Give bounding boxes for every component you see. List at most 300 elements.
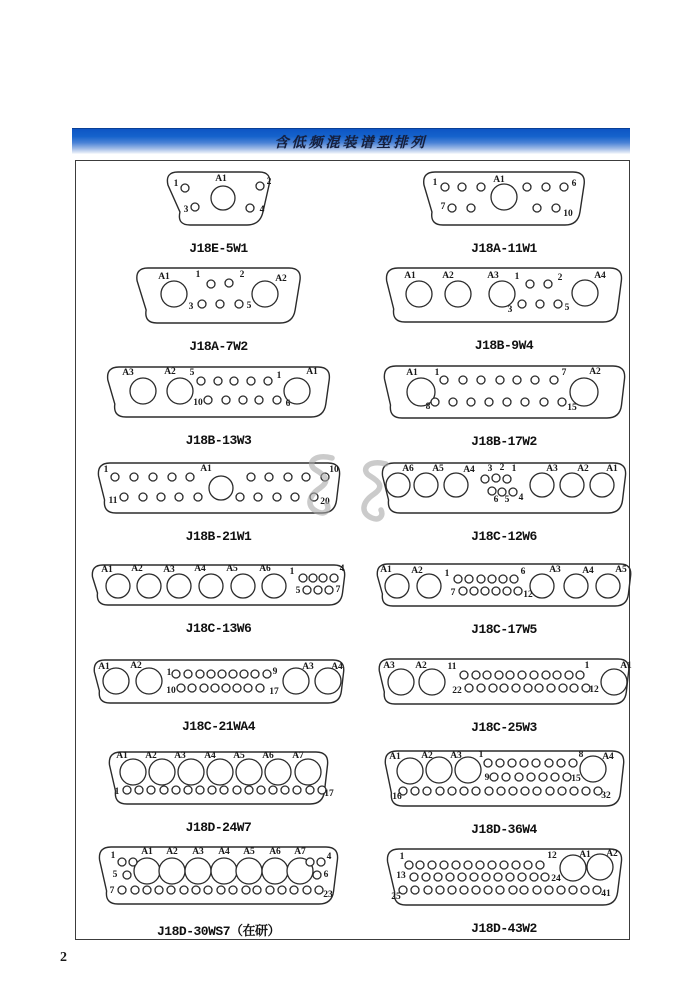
pin-label: 9 (484, 772, 489, 783)
pin-circle (266, 886, 274, 894)
pin-circle (518, 873, 526, 881)
pin-circle (155, 886, 163, 894)
coax-contact-circle (262, 574, 286, 598)
pin-circle (488, 861, 496, 869)
pin-circle (518, 671, 526, 679)
pin-label: 13 (395, 871, 406, 882)
pin-circle (544, 280, 552, 288)
pin-circle (220, 786, 228, 794)
pin-circle (494, 873, 502, 881)
coax-contact-circle (530, 574, 554, 598)
pin-label: 4 (326, 852, 332, 863)
pin-label: 5 (246, 301, 252, 312)
pin-circle (569, 759, 577, 767)
pin-circle (284, 473, 292, 481)
connector-diagram (368, 356, 641, 432)
pin-circle (470, 873, 478, 881)
pin-label: 5 (112, 870, 118, 881)
pin-circle (251, 670, 259, 678)
pin-circle (506, 873, 514, 881)
pin-circle (253, 886, 261, 894)
coax-contact-circle (236, 759, 262, 785)
coax-contact-circle (252, 281, 278, 307)
pin-label: 6 (493, 495, 499, 506)
pin-circle (302, 473, 310, 481)
pin-circle (135, 786, 143, 794)
pin-circle (147, 786, 155, 794)
pin-circle (552, 204, 560, 212)
pin-circle (489, 684, 497, 692)
connector-diagram (366, 453, 642, 527)
pin-circle (477, 684, 485, 692)
pin-circle (244, 684, 252, 692)
pin-label: 4 (339, 564, 345, 575)
pin-circle (111, 473, 119, 481)
pin-label: A3 (192, 847, 204, 858)
pin-label: 24 (550, 874, 561, 885)
pin-circle (520, 759, 528, 767)
pin-circle (207, 670, 215, 678)
pin-label: 15 (570, 773, 581, 784)
pin-label: A6 (262, 751, 274, 762)
pin-label: A3 (301, 662, 314, 673)
pin-label: 2 (499, 463, 505, 474)
pin-label: A1 (405, 368, 418, 379)
pin-circle (460, 886, 468, 894)
pin-circle (533, 787, 541, 795)
pin-circle (325, 586, 333, 594)
coax-contact-circle (489, 281, 515, 307)
pin-circle (576, 671, 584, 679)
pin-label: 10 (563, 209, 573, 220)
pin-label: A1 (606, 464, 618, 475)
pin-label: A5 (243, 847, 255, 858)
pin-circle (497, 787, 505, 795)
pin-circle (582, 787, 590, 795)
pin-circle (509, 488, 517, 496)
pin-label: A1 (97, 662, 110, 673)
coax-contact-circle (444, 473, 468, 497)
pin-circle (482, 873, 490, 881)
pin-circle (452, 861, 460, 869)
pin-label: 1 (289, 567, 295, 578)
pin-label: 10 (165, 686, 176, 697)
pin-circle (130, 473, 138, 481)
coax-contact-circle (199, 574, 223, 598)
pin-label: A1 (215, 174, 227, 185)
pin-circle (208, 786, 216, 794)
pin-circle (143, 886, 151, 894)
pin-label: 6 (285, 399, 291, 410)
pin-label: 7 (440, 202, 446, 213)
pin-circle (458, 873, 466, 881)
pin-label: A7 (292, 751, 304, 762)
pin-circle (431, 398, 439, 406)
pin-circle (477, 376, 485, 384)
connector-cell (361, 547, 647, 644)
pin-circle (321, 473, 329, 481)
pin-label: 7 (561, 368, 566, 379)
pin-circle (218, 670, 226, 678)
connector-diagram (363, 649, 645, 718)
pin-circle (120, 493, 128, 501)
pin-label: A6 (269, 847, 281, 858)
pin-circle (515, 773, 523, 781)
pin-circle (535, 684, 543, 692)
coax-contact-circle (417, 574, 441, 598)
pin-label: 3 (507, 305, 513, 316)
pin-label: A2 (442, 271, 454, 282)
pin-circle (490, 773, 498, 781)
coax-contact-circle (419, 669, 445, 695)
pin-circle (242, 886, 250, 894)
pin-circle (217, 886, 225, 894)
coax-contact-circle (137, 574, 161, 598)
connector-label: J18C-25W3 (471, 720, 537, 736)
connector-cell (361, 837, 647, 939)
pin-label: 1 (584, 661, 590, 672)
pin-circle (172, 786, 180, 794)
connector-label: J18B-21W1 (185, 529, 252, 545)
coax-contact-circle (207, 759, 233, 785)
coax-contact-circle (572, 280, 598, 306)
pin-label: 3 (487, 464, 493, 475)
coax-contact-circle (106, 574, 130, 598)
pin-circle (424, 886, 432, 894)
pin-circle (488, 575, 496, 583)
pin-label: 1 (514, 272, 520, 283)
pin-label: A2 (275, 274, 287, 285)
pin-label: A2 (164, 367, 176, 378)
pin-circle (527, 773, 535, 781)
pin-label: 2 (239, 270, 245, 281)
connector-diagram (361, 554, 647, 620)
coax-contact-circle (185, 858, 211, 884)
coax-contact-circle (397, 758, 423, 784)
pin-label: A2 (411, 566, 423, 577)
pin-circle (303, 586, 311, 594)
pin-circle (263, 670, 271, 678)
connector-diagram (76, 555, 361, 619)
pin-label: A4 (204, 751, 216, 762)
pin-label: 1 (511, 464, 517, 475)
pin-circle (310, 493, 318, 501)
pin-circle (291, 493, 299, 501)
pin-circle (256, 182, 264, 190)
connector-diagram (82, 453, 356, 527)
connector-cell (76, 740, 361, 837)
pin-label: 1 (478, 749, 483, 760)
pin-label: A2 (588, 367, 601, 378)
pin-label: A1 (388, 751, 401, 762)
connector-label: J18A-7W2 (189, 338, 248, 354)
pin-label: 20 (319, 497, 330, 508)
pin-circle (236, 493, 244, 501)
coax-contact-circle (262, 858, 288, 884)
pin-label: 1 (173, 179, 179, 190)
pin-circle (485, 787, 493, 795)
pin-circle (129, 858, 137, 866)
coax-contact-circle (211, 858, 237, 884)
pin-label: 7 (450, 588, 456, 599)
coax-contact-circle (388, 669, 414, 695)
pin-circle (483, 671, 491, 679)
pin-circle (502, 773, 510, 781)
coax-contact-circle (570, 378, 598, 406)
pin-circle (181, 184, 189, 192)
connector-label: J18C-21WA4 (181, 719, 255, 735)
pin-circle (448, 204, 456, 212)
pin-circle (470, 587, 478, 595)
pin-label: 10 (193, 398, 203, 409)
pin-label: A2 (166, 847, 178, 858)
pin-circle (472, 671, 480, 679)
pin-circle (436, 886, 444, 894)
coax-contact-circle (386, 473, 410, 497)
pin-circle (496, 886, 504, 894)
pin-label: A3 (487, 271, 499, 282)
pin-circle (569, 886, 577, 894)
pin-label: 3 (188, 302, 194, 313)
pin-circle (247, 377, 255, 385)
pin-circle (449, 398, 457, 406)
pin-circle (306, 786, 314, 794)
connector-label: J18D-30WS7（在研） (156, 923, 280, 939)
pin-circle (184, 786, 192, 794)
connector-cell (361, 258, 647, 355)
pin-circle (481, 475, 489, 483)
coax-contact-circle (590, 473, 614, 497)
pin-label: A1 (380, 565, 392, 576)
pin-circle (570, 787, 578, 795)
pin-circle (563, 773, 571, 781)
pin-circle (484, 759, 492, 767)
coax-contact-circle (491, 184, 517, 210)
pin-label: A1 (578, 850, 591, 861)
connector-cell (361, 451, 647, 548)
pin-circle (290, 886, 298, 894)
pin-label: 7 (109, 886, 115, 897)
coax-contact-circle (211, 186, 235, 210)
pin-label: A5 (432, 464, 444, 475)
pin-circle (509, 787, 517, 795)
pin-label: A2 (129, 661, 142, 672)
connector-cell (76, 837, 361, 939)
connector-diagram (371, 839, 638, 919)
pin-circle (545, 759, 553, 767)
pin-label: A2 (145, 751, 157, 762)
pin-circle (541, 873, 549, 881)
pin-circle (460, 671, 468, 679)
pin-label: A6 (259, 564, 271, 575)
pin-label: 11 (447, 662, 457, 673)
pin-circle (317, 858, 325, 866)
pin-circle (565, 671, 573, 679)
pin-circle (540, 398, 548, 406)
pin-label: 12 (523, 590, 533, 601)
pin-circle (526, 280, 534, 288)
pin-label: 16 (391, 791, 402, 802)
pin-circle (230, 377, 238, 385)
pin-circle (546, 787, 554, 795)
pin-circle (460, 787, 468, 795)
connector-label: J18A-11W1 (471, 241, 537, 257)
pin-circle (309, 574, 317, 582)
connector-cell (361, 644, 647, 741)
pin-label: 1 (444, 569, 450, 580)
pin-circle (118, 886, 126, 894)
pin-label: 6 (323, 870, 329, 881)
pin-circle (319, 574, 327, 582)
pin-circle (123, 786, 131, 794)
pin-circle (315, 886, 323, 894)
connector-diagram (150, 162, 287, 239)
pin-circle (454, 575, 462, 583)
pin-circle (551, 773, 559, 781)
pin-label: 5 (295, 586, 301, 597)
pin-label: 6 (520, 567, 526, 578)
pin-circle (123, 871, 131, 879)
pin-circle (222, 396, 230, 404)
pin-circle (523, 183, 531, 191)
pin-circle (559, 684, 567, 692)
pin-label: 23 (323, 890, 333, 901)
pin-circle (503, 398, 511, 406)
pin-circle (233, 684, 241, 692)
pin-circle (196, 786, 204, 794)
pin-label: A4 (582, 566, 594, 577)
pin-circle (188, 684, 196, 692)
pin-circle (557, 886, 565, 894)
pin-circle (313, 871, 321, 879)
pin-circle (269, 786, 277, 794)
pin-circle (570, 684, 578, 692)
pin-circle (531, 376, 539, 384)
pin-circle (180, 886, 188, 894)
pin-circle (448, 787, 456, 795)
pin-label: A4 (463, 465, 475, 476)
pin-circle (411, 787, 419, 795)
coax-contact-circle (601, 669, 627, 695)
coax-contact-circle (295, 759, 321, 785)
pin-circle (214, 377, 222, 385)
pin-circle (177, 684, 185, 692)
pin-label: A5 (226, 564, 238, 575)
pin-label: 41 (600, 889, 611, 900)
connector-diagram (83, 837, 354, 918)
pin-circle (434, 873, 442, 881)
pin-circle (509, 886, 517, 894)
pin-circle (514, 587, 522, 595)
pin-label: A2 (131, 564, 143, 575)
connector-diagram (120, 258, 317, 337)
pin-circle (536, 300, 544, 308)
pin-circle (500, 684, 508, 692)
pin-circle (200, 684, 208, 692)
coax-contact-circle (530, 473, 554, 497)
pin-label: A5 (233, 751, 245, 762)
connector-cell (76, 258, 361, 355)
pin-circle (303, 886, 311, 894)
pin-label: A2 (577, 464, 589, 475)
pin-label: 8 (425, 402, 430, 413)
pin-circle (204, 396, 212, 404)
pin-circle (314, 586, 322, 594)
coax-contact-circle (136, 668, 162, 694)
pin-circle (536, 861, 544, 869)
pin-circle (512, 684, 520, 692)
pin-circle (273, 493, 281, 501)
pin-label: A6 (402, 464, 414, 475)
pin-label: A3 (383, 661, 395, 672)
pin-circle (467, 398, 475, 406)
pin-circle (477, 575, 485, 583)
pin-circle (530, 873, 538, 881)
pin-circle (436, 787, 444, 795)
coax-contact-circle (231, 574, 255, 598)
pin-circle (488, 487, 496, 495)
pin-circle (550, 376, 558, 384)
pin-label: 2 (557, 273, 563, 284)
pin-circle (194, 493, 202, 501)
pin-circle (229, 886, 237, 894)
pin-circle (247, 473, 255, 481)
pin-circle (204, 886, 212, 894)
pin-circle (118, 858, 126, 866)
pin-label: 2 (266, 177, 272, 188)
pin-circle (239, 396, 247, 404)
pin-circle (539, 773, 547, 781)
connector-cell (76, 354, 361, 451)
pin-label: 4 (259, 205, 265, 216)
pin-label: A1 (620, 661, 632, 672)
pin-circle (255, 396, 263, 404)
pin-circle (428, 861, 436, 869)
pin-circle (506, 671, 514, 679)
connector-diagram (370, 258, 638, 336)
pin-circle (448, 886, 456, 894)
pin-circle (299, 574, 307, 582)
coax-contact-circle (130, 378, 156, 404)
connector-label: J18C-13W6 (185, 621, 252, 637)
pin-label: A1 (306, 367, 318, 378)
connector-cell (361, 740, 647, 837)
pin-label: A1 (116, 751, 128, 762)
pin-circle (485, 398, 493, 406)
pin-circle (492, 474, 500, 482)
pin-label: A4 (594, 271, 606, 282)
pin-circle (440, 861, 448, 869)
pin-circle (524, 684, 532, 692)
pin-circle (465, 575, 473, 583)
pin-label: 12 (589, 685, 599, 696)
coax-contact-circle (159, 858, 185, 884)
pin-circle (160, 786, 168, 794)
pin-circle (510, 575, 518, 583)
pin-circle (186, 473, 194, 481)
pin-circle (423, 787, 431, 795)
pin-circle (233, 786, 241, 794)
connector-cell (76, 644, 361, 741)
pin-label: 12 (546, 851, 557, 862)
pin-circle (472, 886, 480, 894)
pin-label: 5 (504, 495, 510, 506)
pin-circle (131, 886, 139, 894)
pin-circle (222, 684, 230, 692)
pin-circle (157, 493, 165, 501)
pin-label: 15 (566, 403, 577, 414)
pin-circle (508, 759, 516, 767)
